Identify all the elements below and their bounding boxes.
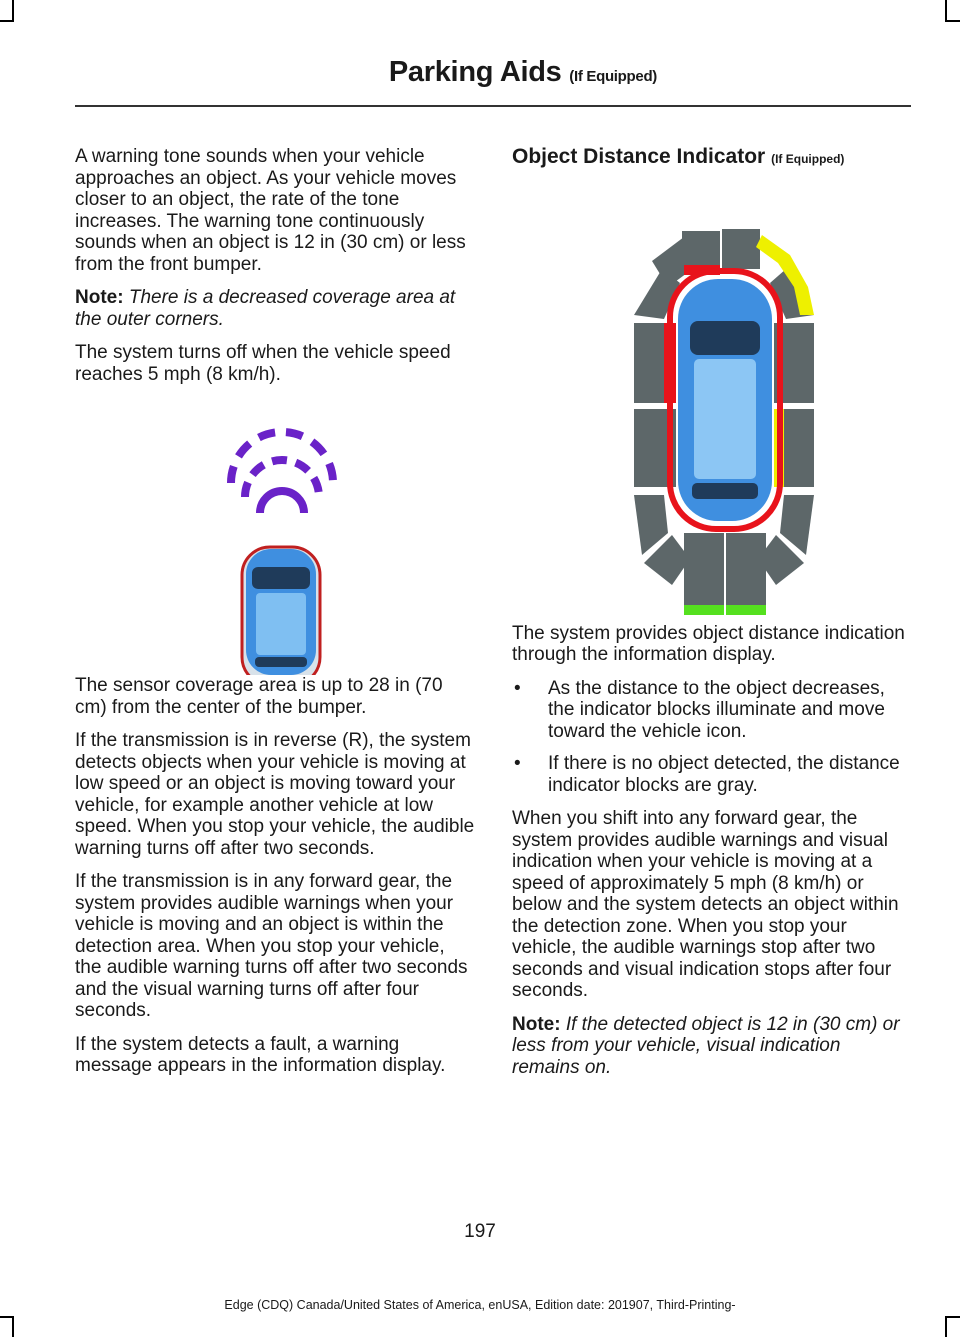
- indicator-block: [726, 533, 766, 605]
- bullet-list: [512, 678, 910, 797]
- page-header-title: [389, 56, 657, 89]
- paragraph: If the system detects a fault, a warning message appears in the information display.: [75, 1033, 446, 1076]
- crop-mark: [945, 1318, 947, 1337]
- paragraph: A warning tone sounds when your vehicle approaches an object. As your vehicle moves closer to an object, the rate of the tone increases. The warning tone continuously sounds when an object is 12 in (30 cm) or less from the front bumper.: [75, 146, 466, 275]
- section-title-text: Object Distance Indicator: [512, 145, 766, 168]
- paragraph: The system provides object distance indication through the information display.: [512, 622, 905, 665]
- indicator-block: [634, 323, 664, 403]
- car-windshield: [690, 321, 760, 355]
- paragraph: When you shift into any forward gear, the system provides audible warnings and visual indication when your vehicle is moving at a speed of approximately 5 mph (8 km/h) or below and the system detects an object within the detection zone. When you stop your vehicle, the audible warnings stop after two seconds and visual indication stops after four seconds.: [512, 808, 899, 1001]
- note-text: There is a decreased coverage area at the outer corners.: [75, 287, 456, 330]
- crop-mark: [0, 1316, 14, 1318]
- note: [512, 1014, 910, 1079]
- paragraph: If the transmission is in any forward gear, the system provides audible warnings when your vehicle is moving and an object is within the detection area. When you stop your vehicle, the audible warning turns off after two seconds and the visual warning turns off after four seconds.: [75, 871, 468, 1021]
- note-label: Note:: [512, 1013, 561, 1035]
- list-item: • As the distance to the object decreases, the indicator blocks illuminate and move toward the vehicle icon.: [512, 678, 910, 743]
- car-roof: [694, 359, 756, 479]
- indicator-block: [722, 229, 760, 269]
- car-windshield: [252, 567, 310, 589]
- car-rear-window: [692, 483, 758, 499]
- crop-mark: [0, 20, 14, 22]
- crop-mark: [945, 1316, 960, 1318]
- car-roof: [256, 593, 306, 655]
- section-qualifier: (If Equipped): [771, 152, 845, 166]
- distance-indicator-illustration: [512, 183, 910, 623]
- car-top-view: [242, 547, 320, 675]
- sensor-wave-arc: [260, 491, 304, 513]
- footer-edition-text: Edge (CDQ) Canada/United States of America, enUSA, Edition date: 201907, Third-Printing-: [224, 1298, 736, 1312]
- indicator-block: [726, 605, 766, 615]
- car-sensor-waves-figure: [75, 397, 475, 675]
- note-text: If the detected object is 12 in (30 cm) or less from your vehicle, visual indication remains on.: [512, 1013, 900, 1078]
- right-column: [512, 146, 910, 1090]
- indicator-block: [684, 605, 724, 615]
- header-qualifier: (If Equipped): [569, 68, 657, 85]
- list-item: • If there is no object detected, the distance indicator blocks are gray.: [512, 753, 910, 796]
- car-rear-window: [255, 657, 307, 667]
- section-title: [512, 146, 910, 171]
- paragraph: The sensor coverage area is up to 28 in (70 cm) from the center of the bumper.: [75, 675, 443, 718]
- page-number: 197: [464, 1221, 496, 1242]
- front-sensor-illustration: [75, 397, 475, 675]
- indicator-block: [634, 409, 664, 487]
- indicator-block: [784, 323, 814, 403]
- sensor-wave-arcs: [231, 432, 333, 513]
- note: [75, 287, 475, 330]
- paragraph: The system turns off when the vehicle speed reaches 5 mph (8 km/h).: [75, 342, 451, 385]
- left-column: [75, 146, 475, 1089]
- distance-indicator-figure: [512, 183, 910, 623]
- crop-mark: [945, 20, 960, 22]
- paragraph: If the transmission is in reverse (R), the system detects objects when your vehicle is moving at low speed or an object is moving toward your vehicle, for example another vehicle at low speed. When you stop your vehicle, the audible warning turns off after two seconds.: [75, 730, 475, 859]
- crop-mark: [12, 0, 14, 20]
- indicator-block: [684, 533, 724, 605]
- note-label: Note:: [75, 287, 124, 308]
- car-top-view: [670, 271, 780, 529]
- crop-mark: [12, 1318, 14, 1337]
- indicator-block: [784, 409, 814, 487]
- crop-mark: [945, 0, 947, 20]
- header-title-text: Parking Aids: [388, 56, 562, 88]
- header-rule: [75, 105, 911, 107]
